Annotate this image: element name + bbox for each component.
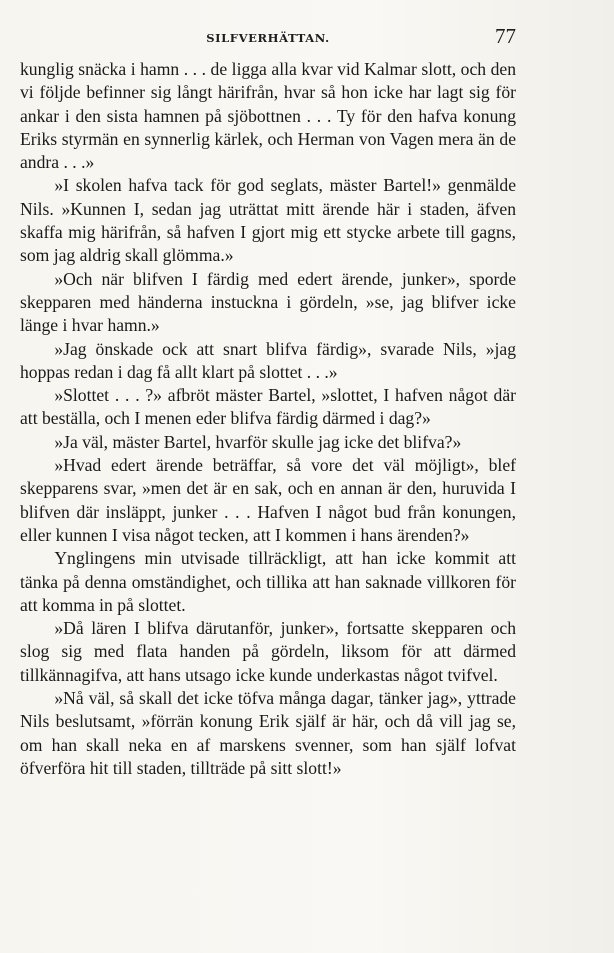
paragraph-4: »Jag önskade ock att snart blifva färdig», svarade Nils, »jag hoppas redan i dag få allt klart på slottet . . .» bbox=[20, 338, 516, 382]
paragraph-3: »Och när blifven I färdig med edert ärende, junker», sporde skepparen med händerna instuckna i gördeln, »se, jag blifver icke länge i hvar hamn.» bbox=[20, 268, 516, 336]
paragraph-1: kunglig snäcka i hamn . . . de ligga alla kvar vid Kalmar slott, och den vi följde befinner sig långt härifrån, hvar så hon icke har lagt sig för ankar i den sista hamnen på sjöbottnen . . . Ty för den hafva konung Eriks styrmän en synnerlig kärlek, och Herman von Vagen mera än de andra . . .» bbox=[20, 59, 516, 173]
paragraph-8: Ynglingens min utvisade tillräckligt, att han icke kommit att tänka på denna omständighet, och tillika att han saknade villkoren för att komma in på slottet. bbox=[20, 548, 516, 615]
body-text bbox=[20, 58, 516, 780]
paragraph-7: »Hvad edert ärende beträffar, så vore det väl möjligt», blef skepparens svar, »men det är en sak, och en annan är den, huruvida I blifven där insläppt, junker . . . Hafven I något bud från konungen, eller kunnen I visa något tecken, att I kommen i hans ärenden?» bbox=[20, 455, 516, 545]
running-title: SILFVERHÄTTAN. bbox=[206, 31, 330, 45]
paragraph-10: »Nå väl, så skall det icke töfva många dagar, tänker jag», yttrade Nils beslutsamt, »förrän konung Erik själf är här, och då vill jag se, om han skall neka en af marskens svenner, som han själf lofvat öfverföra hit till staden, tillträde på sitt slott!» bbox=[20, 688, 516, 778]
paragraph-9: »Då lären I blifva därutanför, junker», fortsatte skepparen och slog sig med flata handen på gördeln, liksom för att därmed tillkännagifva, att hans utsago icke kunde underkastas något tvifvel. bbox=[20, 618, 516, 685]
page-header bbox=[20, 24, 516, 52]
paragraph-5: »Slottet . . . ?» afbröt mäster Bartel, »slottet, I hafven något där att beställa, och I menen eder blifva färdig därmed i dag?» bbox=[20, 385, 516, 429]
paragraph-6: »Ja väl, mäster Bartel, hvarför skulle jag icke det blifva?» bbox=[54, 431, 462, 452]
page-number: 77 bbox=[495, 24, 516, 48]
paragraph-2: »I skolen hafva tack för god seglats, mäster Bartel!» genmälde Nils. »Kunnen I, sedan jag uträttat mitt ärende här i staden, äfven skaffa mig härifrån, så hafven I gjort mig ett stycke arbete till gagns, som jag aldrig skall glömma.» bbox=[20, 175, 516, 266]
